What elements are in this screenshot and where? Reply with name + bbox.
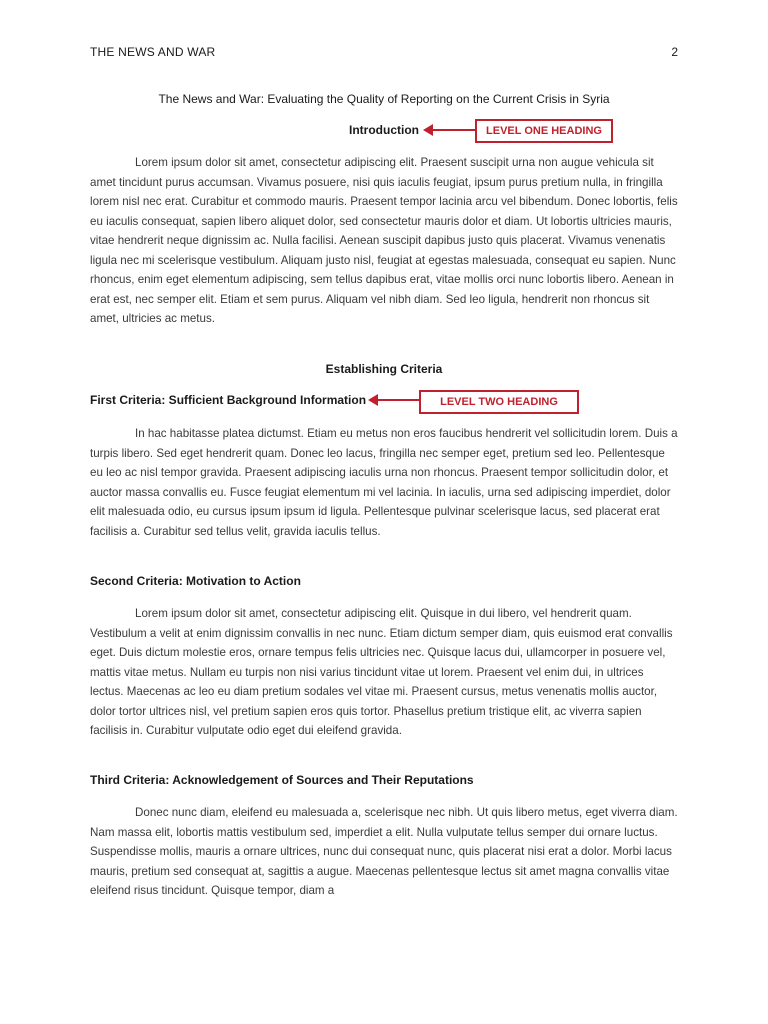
level-two-callout: LEVEL TWO HEADING [419,390,579,414]
second-criteria-heading: Second Criteria: Motivation to Action [90,574,301,588]
third-criteria-heading: Third Criteria: Acknowledgement of Sources and Their Reputations [90,773,474,787]
running-head: THE NEWS AND WAR [90,45,216,59]
arrow-line [375,399,420,401]
introduction-paragraph: Lorem ipsum dolor sit amet, consectetur adipiscing elit. Praesent suscipit urna non augue vehicula sit amet tincidunt purus accumsan. Vivamus posuere, nisi quis iaculis feugiat, ipsum purus pretium nulla, in fringilla lorem nisl nec erat. Curabitur et commodo mauris. Praesent tempor lacinia arcu vel bibendum. Donec lobortis, felis eu iaculis consequat, sapien libero aliquet dolor, sed consectetur mauris dolor et diam. Ut lobortis ultricies mauris, vitae hendrerit neque dignissim ac. Nulla facilisi. Aenean suscipit dapibus justo quis placerat. Vivamus venenatis ligula nec mi scelerisque vestibulum. Aliquam justo nisl, feugiat at egestas malesuada, consequat eu sapien. Nunc rhoncus, enim eget elementum adipiscing, sem tellus dapibus erat, vitae mollis orci nunc lobortis libero. Aenean in erat est, nec semper elit. Etiam et sem purus. Aliquam vel nibh diam. Sed leo ligula, hendrerit non rhoncus sit amet, ultricies ac metus. [90,156,678,325]
second-criteria-paragraph: Lorem ipsum dolor sit amet, consectetur adipiscing elit. Quisque in dui libero, vel hendrerit quam. Vestibulum a velit at enim dignissim convallis in nec nunc. Etiam dictum semper diam, quis euismod erat convallis eget. Duis dictum molestie eros, ornare tempus felis ultricies nec. Quisque lacus dui, ullamcorper in posuere vel, mattis vitae metus. Nullam eu turpis non nisi varius tincidunt vitae ut lorem. Praesent vel enim dui, in ultrices lectus. Maecenas ac leo eu diam pretium sodales vel vitae mi. Praesent cursus, metus venenatis mollis auctor, dolor tortor ultrices nisl, vel pretium sapien eros quis tortor. Phasellus pretium tristique elit, ac viverra sapien facilisis in. Curabitur vulputate odio eget dui eleifend gravida. [90,607,673,737]
page-number: 2 [671,45,678,59]
establishing-criteria-heading: Establishing Criteria [325,362,443,376]
arrow-line [430,129,476,131]
first-criteria-paragraph: In hac habitasse platea dictumst. Etiam eu metus non eros faucibus hendrerit vel sollicitudin lorem. Duis a turpis libero. Sed eget hendrerit quam. Donec leo lacus, fringilla nec semper eget, pretium sed leo. Pellentesque eu leo ac nisl tempor gravida. Praesent adipiscing iaculis urna non rhoncus. Praesent tempor sollicitudin dolor, et auctor massa convallis eu. Fusce feugiat elementum mi vel lacinia. In iaculis, urna sed adipiscing imperdiet, dolor elit malesuada odio, eu cursus ipsum ipsum id ligula. Pellentesque pulvinar scelerisque lacus, sed placerat erat facilisis a. Curabitur sed tellus velit, gravida iaculis tellus. [90,427,678,538]
level-one-callout: LEVEL ONE HEADING [475,119,613,143]
introduction-heading: Introduction [349,123,419,137]
first-criteria-heading: First Criteria: Sufficient Background Information [90,393,367,407]
paper-title: The News and War: Evaluating the Quality of Reporting on the Current Crisis in Syria [158,92,610,106]
third-criteria-paragraph: Donec nunc diam, eleifend eu malesuada a, scelerisque nec nibh. Ut quis libero metus, eget viverra diam. Nam massa elit, lobortis mattis vestibulum sed, imperdiet a elit. Nulla vulputate tellus semper dui ornare luctus. Suspendisse mollis, mauris a ornare ultrices, nunc dui consequat nunc, quis placerat nisi erat a dolor. Morbi lacus mauris, pretium sed consequat at, sagittis a augue. Maecenas pellentesque lectus sit amet magna convallis vitae eleifend risus tincidunt. Quisque tempor, diam a [90,806,678,897]
